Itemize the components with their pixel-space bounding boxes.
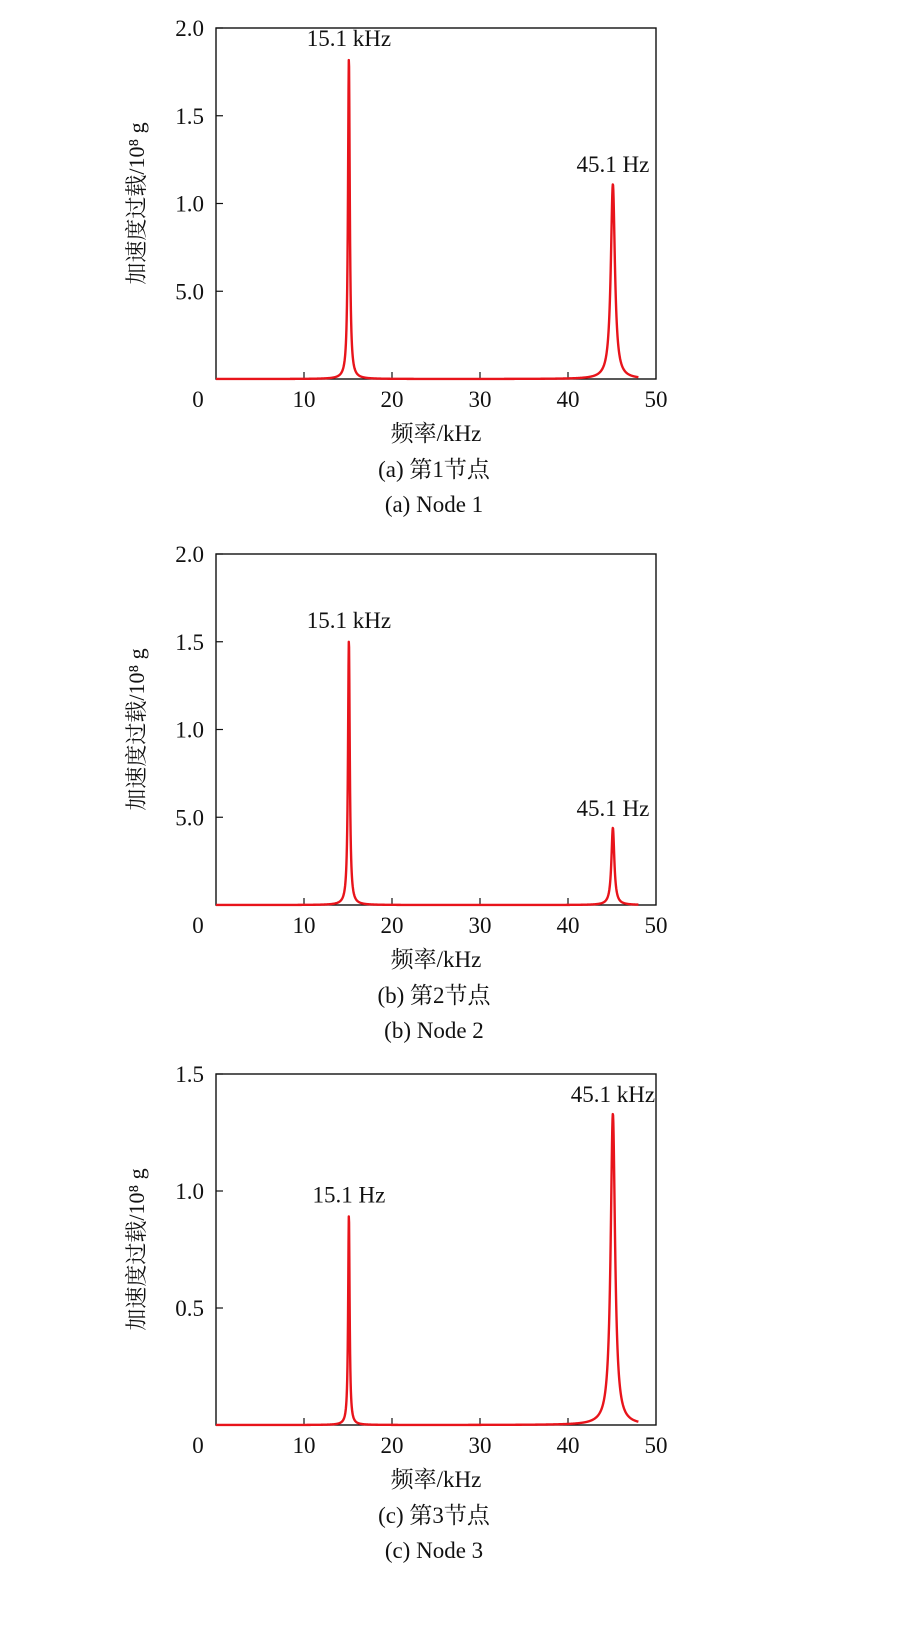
x-tick-label: 10 <box>292 387 316 412</box>
y-axis-title: 加速度过载/10⁸ g <box>124 122 149 285</box>
y-tick-label: 1.0 <box>175 1179 204 1204</box>
peak-annotation: 15.1 Hz <box>312 1182 386 1208</box>
y-axis-title: 加速度过载/10⁸ g <box>124 648 149 811</box>
plot-frame <box>216 25 656 379</box>
y-axis-title: 加速度过载/10⁸ g <box>124 1168 149 1331</box>
y-tick-label: 2.0 <box>175 16 204 41</box>
x-tick-label: 10 <box>292 913 316 938</box>
x-tick-label: 10 <box>292 1433 316 1458</box>
x-axis-title: 频率/kHz <box>390 421 482 446</box>
x-tick-label: 50 <box>644 387 668 412</box>
x-tick-label: 30 <box>468 1433 492 1458</box>
series-line <box>216 642 638 905</box>
series-line <box>216 1114 638 1425</box>
chart-panel-1 <box>124 16 668 517</box>
y-tick-label: 5.0 <box>175 805 204 831</box>
y-tick-label: 1.5 <box>175 1062 204 1087</box>
x-tick-label: 50 <box>644 913 668 938</box>
y-tick-label: 5.0 <box>175 279 204 305</box>
x-tick-label: 0 <box>192 1433 204 1458</box>
peak-annotation: 45.1 kHz <box>570 1081 656 1107</box>
series-line <box>216 60 638 379</box>
x-tick-label: 40 <box>556 913 580 938</box>
plot-frame <box>216 554 656 905</box>
caption-en: (a) Node 1 <box>384 492 484 517</box>
peak-annotation: 15.1 kHz <box>306 25 392 51</box>
caption-cn: (b) 第2节点 <box>377 983 491 1008</box>
y-tick-label: 0.5 <box>175 1296 204 1321</box>
x-tick-label: 30 <box>468 913 492 938</box>
caption-en: (b) Node 2 <box>384 1018 484 1043</box>
x-tick-label: 20 <box>380 387 404 412</box>
plot-frame <box>216 1074 656 1425</box>
x-tick-label: 20 <box>380 913 404 938</box>
y-tick-label: 2.0 <box>175 542 204 567</box>
y-tick-label: 1.5 <box>175 103 204 129</box>
caption-en: (c) Node 3 <box>384 1538 484 1563</box>
x-tick-label: 20 <box>380 1433 404 1458</box>
x-axis-title: 频率/kHz <box>390 1467 482 1492</box>
x-tick-label: 50 <box>644 1433 668 1458</box>
x-tick-label: 0 <box>192 387 204 412</box>
y-tick-label: 1.0 <box>175 717 204 743</box>
y-tick-label: 1.5 <box>175 629 204 655</box>
peak-annotation: 15.1 kHz <box>306 607 392 633</box>
caption-cn: (a) 第1节点 <box>378 457 490 482</box>
x-tick-label: 40 <box>556 1433 580 1458</box>
x-tick-label: 40 <box>556 387 580 412</box>
chart-panel-2 <box>124 542 668 1043</box>
caption-cn: (c) 第3节点 <box>378 1503 490 1528</box>
y-tick-label: 1.0 <box>175 191 204 217</box>
x-axis-title: 频率/kHz <box>390 947 482 972</box>
x-tick-label: 30 <box>468 387 492 412</box>
x-tick-label: 0 <box>192 913 204 938</box>
peak-annotation: 45.1 Hz <box>576 795 650 821</box>
chart-panel-3 <box>124 1062 668 1563</box>
peak-annotation: 45.1 Hz <box>576 152 650 178</box>
